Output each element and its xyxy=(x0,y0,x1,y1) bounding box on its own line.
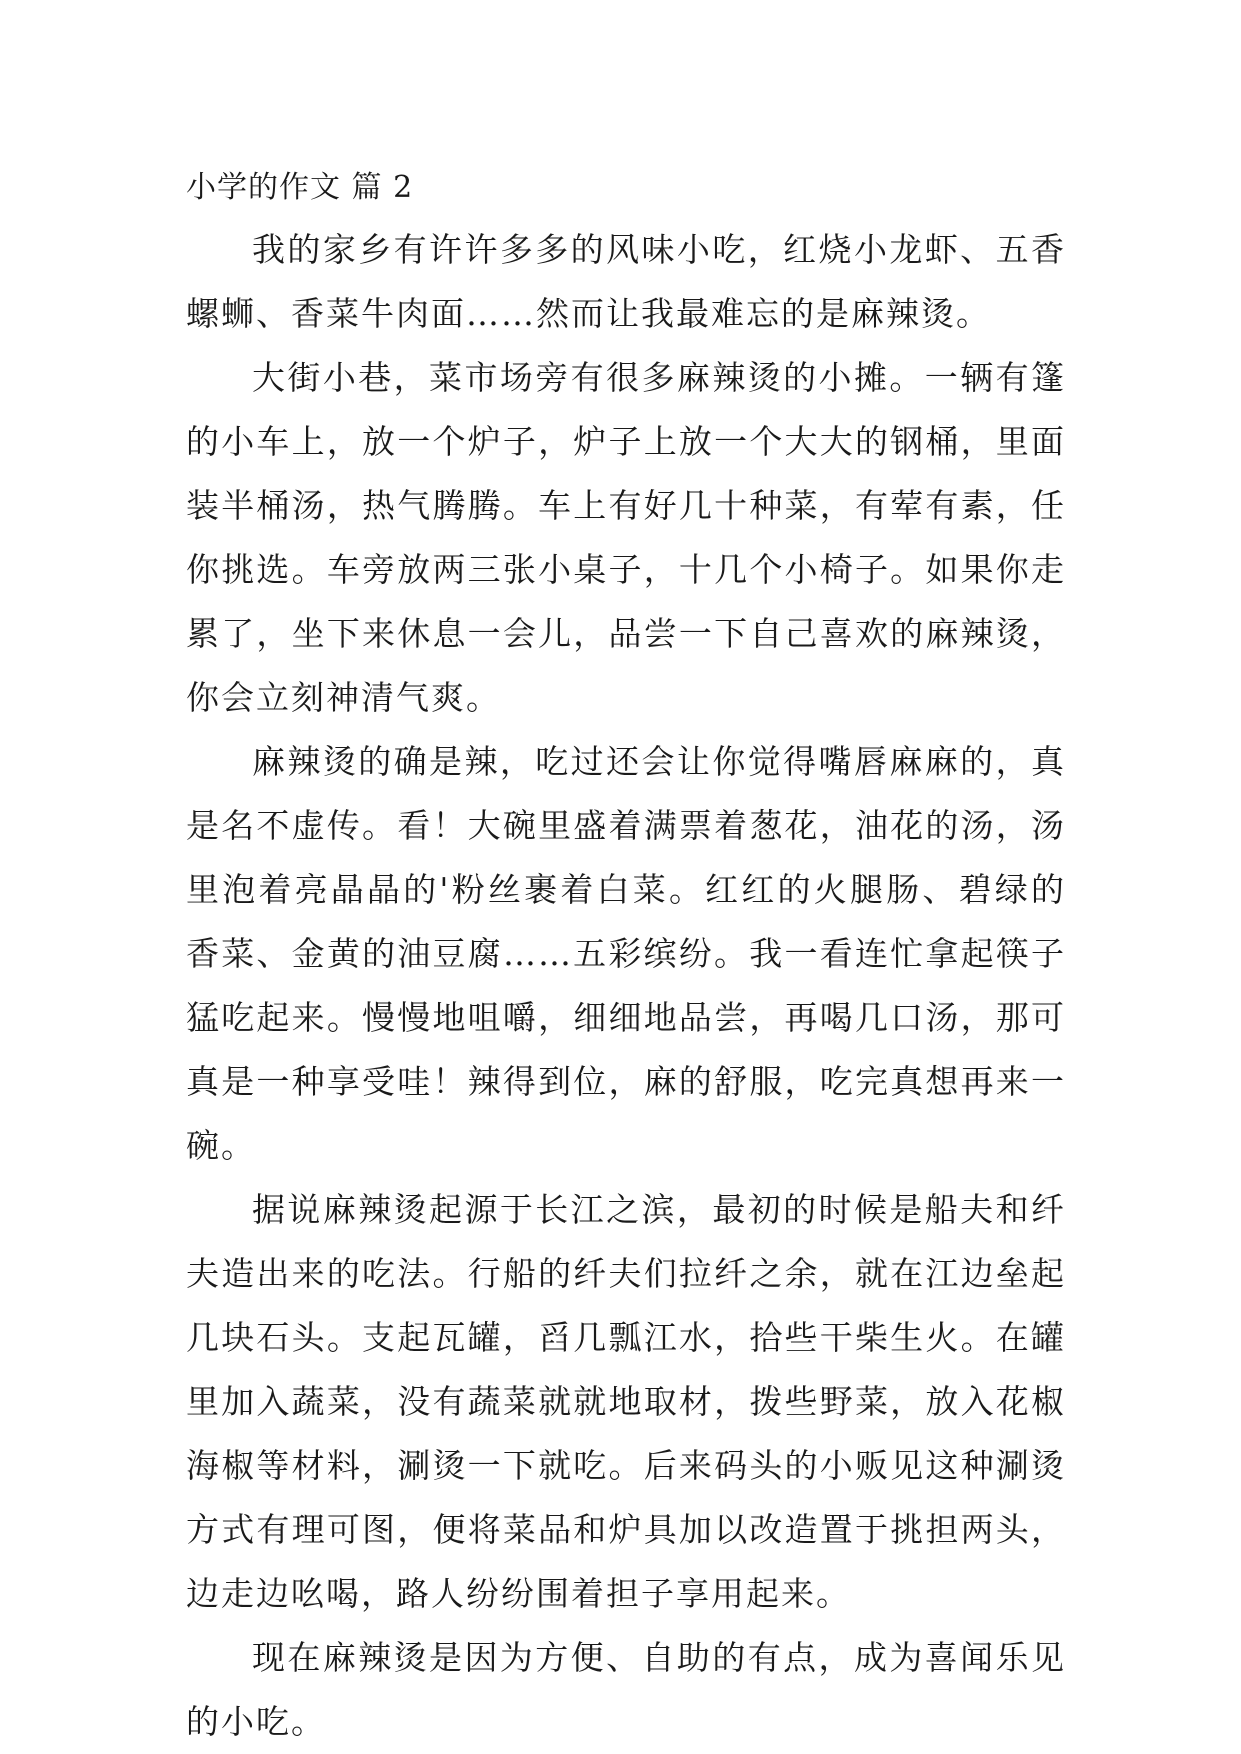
document-body xyxy=(186,158,1066,1754)
paragraph-1: 我的家乡有许许多多的风味小吃，红烧小龙虾、五香螺蛳、香菜牛肉面……然而让我最难忘的是麻辣烫。 xyxy=(186,230,1066,333)
paragraph-3: 麻辣烫的确是辣，吃过还会让你觉得嘴唇麻麻的，真是名不虚传。看！大碗里盛着满票着葱花，油花的汤，汤里泡着亮晶晶的'粉丝裹着白菜。红红的火腿肠、碧绿的香菜、金黄的油豆腐……五彩缤纷。我一看连忙拿起筷子猛吃起来。慢慢地咀嚼，细细地品尝，再喝几口汤，那可真是一种享受哇！辣得到位，麻的舒服，吃完真想再来一碗。 xyxy=(186,742,1066,1165)
paragraph-4: 据说麻辣烫起源于长江之滨，最初的时候是船夫和纤夫造出来的吃法。行船的纤夫们拉纤之余，就在江边垒起几块石头。支起瓦罐，舀几瓢江水，拾些干柴生火。在罐里加入蔬菜，没有蔬菜就就地取材，拨些野菜，放入花椒海椒等材料，涮烫一下就吃。后来码头的小贩见这种涮烫方式有理可图，便将菜品和炉具加以改造置于挑担两头，边走边吆喝，路人纷纷围着担子享用起来。 xyxy=(186,1190,1066,1613)
essay-title: 小学的作文 篇 2 xyxy=(186,170,414,205)
paragraph-2: 大街小巷，菜市场旁有很多麻辣烫的小摊。一辆有篷的小车上，放一个炉子，炉子上放一个大大的钢桶，里面装半桶汤，热气腾腾。车上有好几十种菜，有荤有素，任你挑选。车旁放两三张小桌子，十几个小椅子。如果你走累了，坐下来休息一会儿，品尝一下自己喜欢的麻辣烫，你会立刻神清气爽。 xyxy=(186,358,1066,717)
paragraph-5: 现在麻辣烫是因为方便、自助的有点，成为喜闻乐见的小吃。 xyxy=(186,1638,1066,1741)
